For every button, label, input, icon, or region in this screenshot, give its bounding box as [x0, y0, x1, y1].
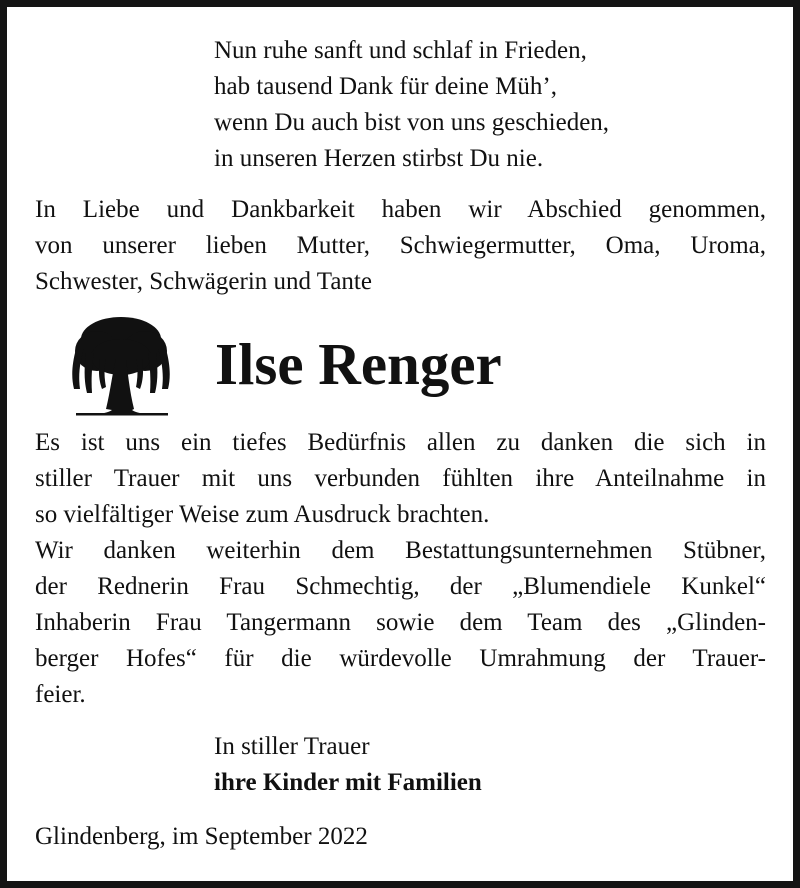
verse-line: wenn Du auch bist von uns geschieden, [214, 109, 610, 136]
closing-line: In stiller Trauer [214, 733, 370, 760]
thanks-line: der Rednerin Frau Schmechtig, der „Blumendiele Kunkel“ [35, 573, 766, 600]
deceased-name: Ilse Renger [215, 331, 502, 397]
closing-signature [214, 729, 482, 801]
thanks-line: feier. [35, 681, 86, 708]
intro-line: von unserer lieben Mutter, Schwiegermutter, Oma, Uroma, [35, 232, 766, 259]
verse-line: in unseren Herzen stirbst Du nie. [214, 145, 544, 172]
thanks-line: so vielfältiger Weise zum Ausdruck brachten. [35, 501, 490, 528]
thanks-line: berger Hofes“ für die würdevolle Umrahmung der Trauer- [35, 645, 766, 672]
intro-line: In Liebe und Dankbarkeit haben wir Abschied genommen, [35, 196, 766, 223]
signatories: ihre Kinder mit Familien [214, 769, 482, 796]
verse-line: hab tausend Dank für deine Müh’, [214, 73, 557, 100]
memorial-verse [214, 33, 609, 177]
intro-line: Schwester, Schwägerin und Tante [35, 268, 372, 295]
thanks-line: Wir danken weiterhin dem Bestattungsunternehmen Stübner, [35, 537, 766, 564]
thanks-line: Es ist uns ein tiefes Bedürfnis allen zu danken die sich in [35, 429, 766, 456]
weeping-willow-tree-icon [62, 309, 180, 421]
place-and-date: Glindenberg, im September 2022 [35, 823, 368, 850]
thanks-paragraph [35, 425, 766, 713]
thanks-line: stiller Trauer mit uns verbunden fühlten ihre Anteilnahme in [35, 465, 766, 492]
thanks-line: Inhaberin Frau Tangermann sowie dem Team des „Glinden- [35, 609, 766, 636]
verse-line: Nun ruhe sanft und schlaf in Frieden, [214, 37, 587, 64]
intro-paragraph [35, 192, 766, 300]
